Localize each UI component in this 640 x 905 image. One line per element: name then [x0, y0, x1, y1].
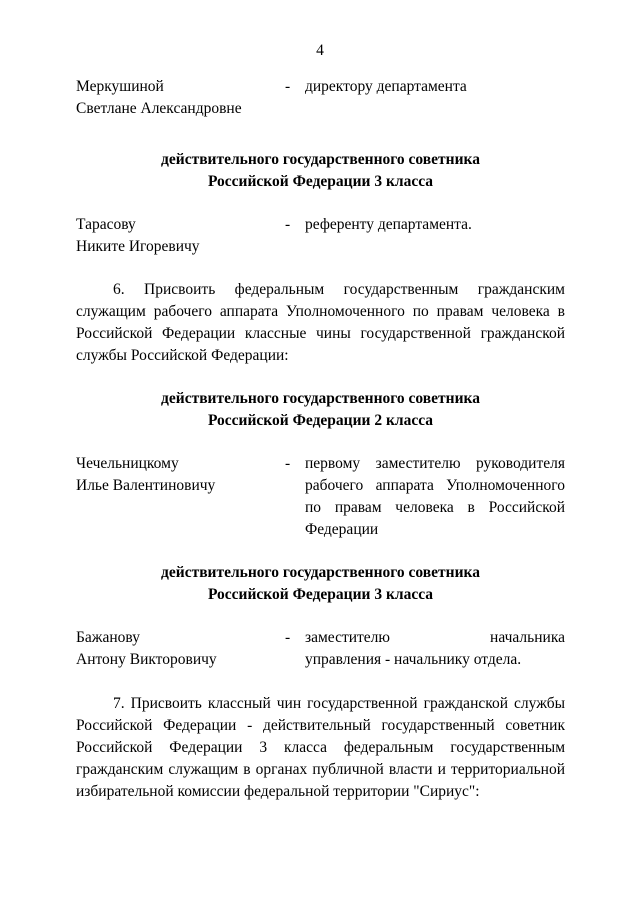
- appointment-entry: [76, 214, 565, 258]
- rank-heading-line-2: Российской Федерации 3 класса: [207, 586, 434, 603]
- position-text: первому заместителю руководителя рабочего аппарата Уполномоченного по правам человека в Российской Федерации: [305, 455, 565, 538]
- document-body: [76, 76, 565, 803]
- person-name: [76, 76, 281, 120]
- dash: -: [285, 629, 291, 646]
- rank-heading-line-2: Российской Федерации 2 класса: [207, 412, 434, 429]
- first-patronymic: Светлане Александровне: [76, 100, 242, 117]
- person-name: [76, 453, 281, 541]
- paragraph-6: 6. Присвоить федеральным государственным гражданским служащим рабочего аппарата Уполномоченного по правам человека в Российской Федерации классные чины государственной гражданской службы Российской Федерации:: [76, 281, 565, 364]
- surname: Бажанову: [76, 629, 140, 646]
- position-text: [305, 627, 565, 671]
- paragraph-7: 7. Присвоить классный чин государственной гражданской службы Российской Федерации - действительный государственный советник Российской Федерации 3 класса федеральным государственным гражданским служащим в органах публичной власти и территориальной избирательной комиссии федеральной территории "Сириус":: [76, 695, 565, 800]
- first-patronymic: Илье Валентиновичу: [76, 477, 216, 494]
- rank-heading: [76, 149, 565, 193]
- person-name: [76, 214, 281, 258]
- surname: Тарасову: [76, 216, 136, 233]
- position-line-1: заместителю начальника: [305, 629, 565, 646]
- rank-heading-line-1: действительного государственного советника: [161, 151, 480, 168]
- page-number: 4: [316, 42, 324, 59]
- position-text: директору департамента: [305, 78, 467, 95]
- first-patronymic: Антону Викторовичу: [76, 651, 217, 668]
- position-line-2: управления - начальнику отдела.: [305, 651, 522, 668]
- first-patronymic: Никите Игоревичу: [76, 238, 200, 255]
- person-name: [76, 627, 281, 671]
- rank-heading: [76, 562, 565, 606]
- dash: -: [285, 78, 291, 95]
- dash: -: [285, 455, 291, 472]
- rank-heading-line-1: действительного государственного советника: [161, 564, 480, 581]
- rank-heading-line-2: Российской Федерации 3 класса: [207, 173, 434, 190]
- rank-heading-line-1: действительного государственного советника: [161, 390, 480, 407]
- rank-heading: [76, 388, 565, 432]
- appointment-entry: [76, 453, 565, 541]
- dash: -: [285, 216, 291, 233]
- appointment-entry: [76, 627, 565, 671]
- surname: Чечельницкому: [76, 455, 179, 472]
- surname: Меркушиной: [76, 78, 164, 95]
- appointment-entry: [76, 76, 565, 120]
- position-text: референту департамента.: [305, 216, 472, 233]
